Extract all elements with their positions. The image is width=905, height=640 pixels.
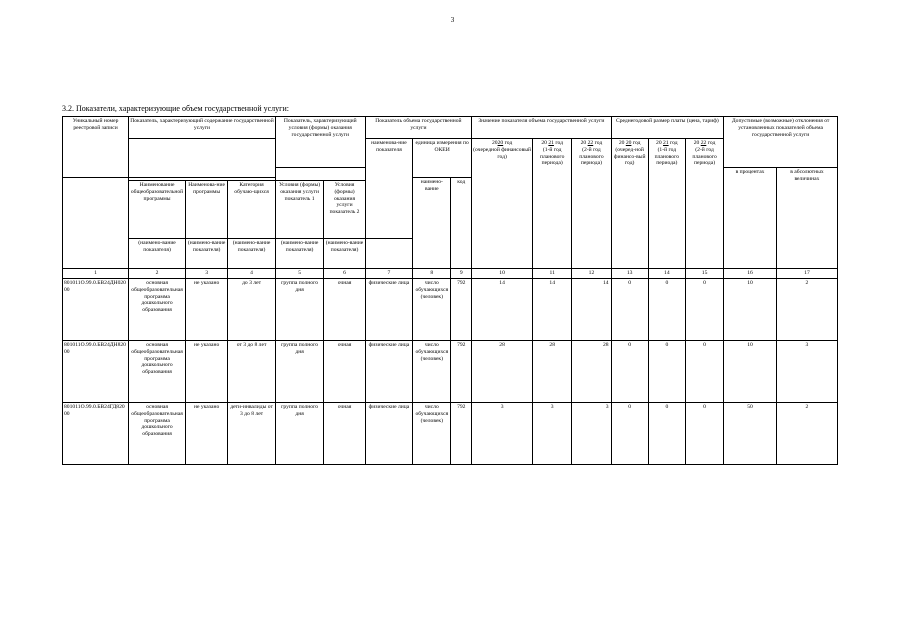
- page-number: 3: [450, 16, 455, 24]
- cell-deviation-absolute: 3: [776, 341, 837, 403]
- sub-program-name: Наименование общеобразовательной программы: [129, 181, 186, 239]
- col-number: 12: [572, 269, 611, 279]
- fee-y3-word: год: [707, 140, 716, 146]
- header-registry-number: Уникальный номер реестровой записи: [63, 117, 129, 178]
- cell-indicator: физические лица: [365, 403, 413, 465]
- cell-unit: число обучающихся (человек): [413, 341, 451, 403]
- table-row: [63, 403, 838, 465]
- value-y2-word: год: [555, 140, 563, 146]
- value-y3-year: 22: [587, 140, 594, 146]
- header-value-y2: [533, 139, 572, 269]
- volume-indicators-table: [62, 116, 838, 465]
- header-unit-group: единица измерения по ОКЕИ: [413, 139, 472, 178]
- cell-programs: не указано: [185, 341, 227, 403]
- header-volume-spacer: [365, 239, 413, 269]
- cell-fee-y1: 0: [611, 341, 648, 403]
- cell-registry-code: 801011О.99.0.БВ24ДН82000: [63, 341, 129, 403]
- table-row: [63, 279, 838, 341]
- cell-deviation-percent: 10: [724, 341, 777, 403]
- header-value-y1: [472, 139, 533, 269]
- fee-y2-desc: (1-й год планового периода): [654, 146, 680, 167]
- cell-fee-y2: 0: [648, 279, 685, 341]
- value-y2-year: 21: [548, 140, 554, 146]
- table-row: [63, 341, 838, 403]
- value-y3-word: год: [594, 140, 603, 146]
- cell-deviation-percent: 10: [724, 279, 777, 341]
- header-fee-y1: [611, 139, 648, 269]
- cell-deviation-absolute: 2: [776, 403, 837, 465]
- header-deviation-percent: в процентах: [724, 168, 777, 269]
- col-number: 4: [228, 269, 276, 279]
- fee-y1-year: 20: [625, 140, 632, 146]
- header-fee-y3: [685, 139, 723, 269]
- cell-program: основная общеобразовательная программа дошкольного образования: [129, 403, 186, 465]
- col-number: 15: [685, 269, 723, 279]
- cell-cond2: очная: [324, 403, 365, 465]
- cell-value-y2: 28: [533, 341, 572, 403]
- cell-cond1: группа полного дня: [275, 403, 324, 465]
- cell-indicator: физические лица: [365, 279, 413, 341]
- header-unit-name: наимено-вание: [413, 178, 451, 269]
- header-fee-group: Среднегодовой размер платы (цена, тариф): [611, 117, 724, 139]
- col-number: 16: [724, 269, 777, 279]
- fee-y2-word: год: [670, 140, 678, 146]
- cell-okei: 792: [451, 341, 472, 403]
- value-y3-desc: (2-й год планового периода): [579, 146, 604, 167]
- fee-y3-desc: (2-й год планового периода): [692, 146, 717, 167]
- cell-fee-y3: 0: [685, 341, 723, 403]
- cell-okei: 792: [451, 279, 472, 341]
- value-y1-prefix: 20: [491, 140, 498, 146]
- col-number: 11: [533, 269, 572, 279]
- name-label-5: (наимено-вание показателя): [275, 239, 324, 269]
- col-number: 9: [451, 269, 472, 279]
- cell-category: до 3 лет: [228, 279, 276, 341]
- cell-deviation-percent: 50: [724, 403, 777, 465]
- cell-cond1: группа полного дня: [275, 279, 324, 341]
- header-content-group: Показатель, характеризующий содержание государственной услуги: [129, 117, 276, 139]
- cell-program: основная общеобразовательная программа дошкольного образования: [129, 341, 186, 403]
- col-number: 17: [776, 269, 837, 279]
- col-number: 3: [185, 269, 227, 279]
- cell-value-y2: 3: [533, 403, 572, 465]
- sub-cond2: Условия (формы) оказания услуги показатель 2: [324, 181, 365, 239]
- col-number: 10: [472, 269, 533, 279]
- fee-y1-desc: (очеред-ной финансо-вый год): [613, 146, 646, 167]
- fee-y1-prefix: 20: [618, 140, 625, 146]
- cell-value-y2: 14: [533, 279, 572, 341]
- cell-program: основная общеобразовательная программа дошкольного образования: [129, 279, 186, 341]
- value-y1-year: 20: [497, 140, 504, 146]
- header-conditions-spacer: [275, 168, 365, 181]
- cell-value-y1: 14: [472, 279, 533, 341]
- value-y2-prefix: 20: [541, 140, 547, 146]
- col-number: 7: [365, 269, 413, 279]
- name-label-3: (наимено-вание показателя): [185, 239, 227, 269]
- cell-programs: не указано: [185, 279, 227, 341]
- sub-cond1: Условия (формы) оказания услуги показатель 1: [275, 181, 324, 239]
- cell-category: дети-инвалиды от 3 до 8 лет: [228, 403, 276, 465]
- header-deviation-group: Допустимые (возможные) отклонения от установленных показателей объема государственной услуги: [724, 117, 838, 168]
- col-number: 6: [324, 269, 365, 279]
- header-deviation-absolute: в абсолютных величинах: [776, 168, 837, 269]
- sub-category: Категория обучаю-щихся: [228, 181, 276, 239]
- header-content-spacer: [129, 139, 276, 178]
- fee-y2-year: 21: [663, 140, 669, 146]
- fee-y1-word: год: [632, 140, 641, 146]
- cell-fee-y2: 0: [648, 341, 685, 403]
- name-label-6: (наимено-вание показателя): [324, 239, 365, 269]
- cell-value-y3: 28: [572, 341, 611, 403]
- name-label-2: (наимено-вание показателя): [129, 239, 186, 269]
- cell-fee-y1: 0: [611, 403, 648, 465]
- cell-registry-code: 801011О.99.0.БВ24ГД82000: [63, 403, 129, 465]
- cell-registry-code: 801011О.99.0.БВ24ДН02000: [63, 279, 129, 341]
- header-volume-name: наименова-ние показателя: [365, 139, 413, 239]
- fee-y2-prefix: 20: [656, 140, 662, 146]
- cell-fee-y3: 0: [685, 279, 723, 341]
- cell-value-y3: 14: [572, 279, 611, 341]
- col-number: 2: [129, 269, 186, 279]
- col-number: 5: [275, 269, 324, 279]
- header-volume-group: Показатель объема государственной услуги: [365, 117, 471, 139]
- header-value-y3: [572, 139, 611, 269]
- cell-cond2: очная: [324, 341, 365, 403]
- fee-y3-prefix: 20: [693, 140, 700, 146]
- value-y2-desc: (1-й год планового периода): [539, 146, 565, 167]
- header-conditions-group: Показатель, характеризующий условия (формы) оказания государственной услуги: [275, 117, 365, 168]
- cell-indicator: физические лица: [365, 341, 413, 403]
- col-number: 13: [611, 269, 648, 279]
- value-y1-word: год: [504, 140, 513, 146]
- cell-deviation-absolute: 2: [776, 279, 837, 341]
- header-registry-spacer: [63, 178, 129, 269]
- cell-value-y1: 28: [472, 341, 533, 403]
- value-y1-desc: (очередной финансовый год): [473, 146, 531, 160]
- cell-fee-y3: 0: [685, 403, 723, 465]
- section-title: 3.2. Показатели, характеризующие объем государственной услуги:: [62, 104, 289, 113]
- col-number: 1: [63, 269, 129, 279]
- cell-unit: число обучающихся (человек): [413, 403, 451, 465]
- fee-y3-year: 22: [700, 140, 707, 146]
- cell-fee-y2: 0: [648, 403, 685, 465]
- header-value-group: Значение показателя объема государственной услуги: [472, 117, 611, 139]
- cell-value-y1: 3: [472, 403, 533, 465]
- header-unit-code: код: [451, 178, 472, 269]
- value-y3-prefix: 20: [580, 140, 587, 146]
- header-fee-y2: [648, 139, 685, 269]
- col-number: 14: [648, 269, 685, 279]
- cell-okei: 792: [451, 403, 472, 465]
- sub-programs-name: Наименова-ние программы: [185, 181, 227, 239]
- cell-unit: число обучающихся (человек): [413, 279, 451, 341]
- cell-fee-y1: 0: [611, 279, 648, 341]
- cell-programs: не указано: [185, 403, 227, 465]
- cell-value-y3: 3: [572, 403, 611, 465]
- cell-category: от 3 до 8 лет: [228, 341, 276, 403]
- name-label-4: (наимено-вание показателя): [228, 239, 276, 269]
- col-number: 8: [413, 269, 451, 279]
- cell-cond2: очная: [324, 279, 365, 341]
- cell-cond1: группа полного дня: [275, 341, 324, 403]
